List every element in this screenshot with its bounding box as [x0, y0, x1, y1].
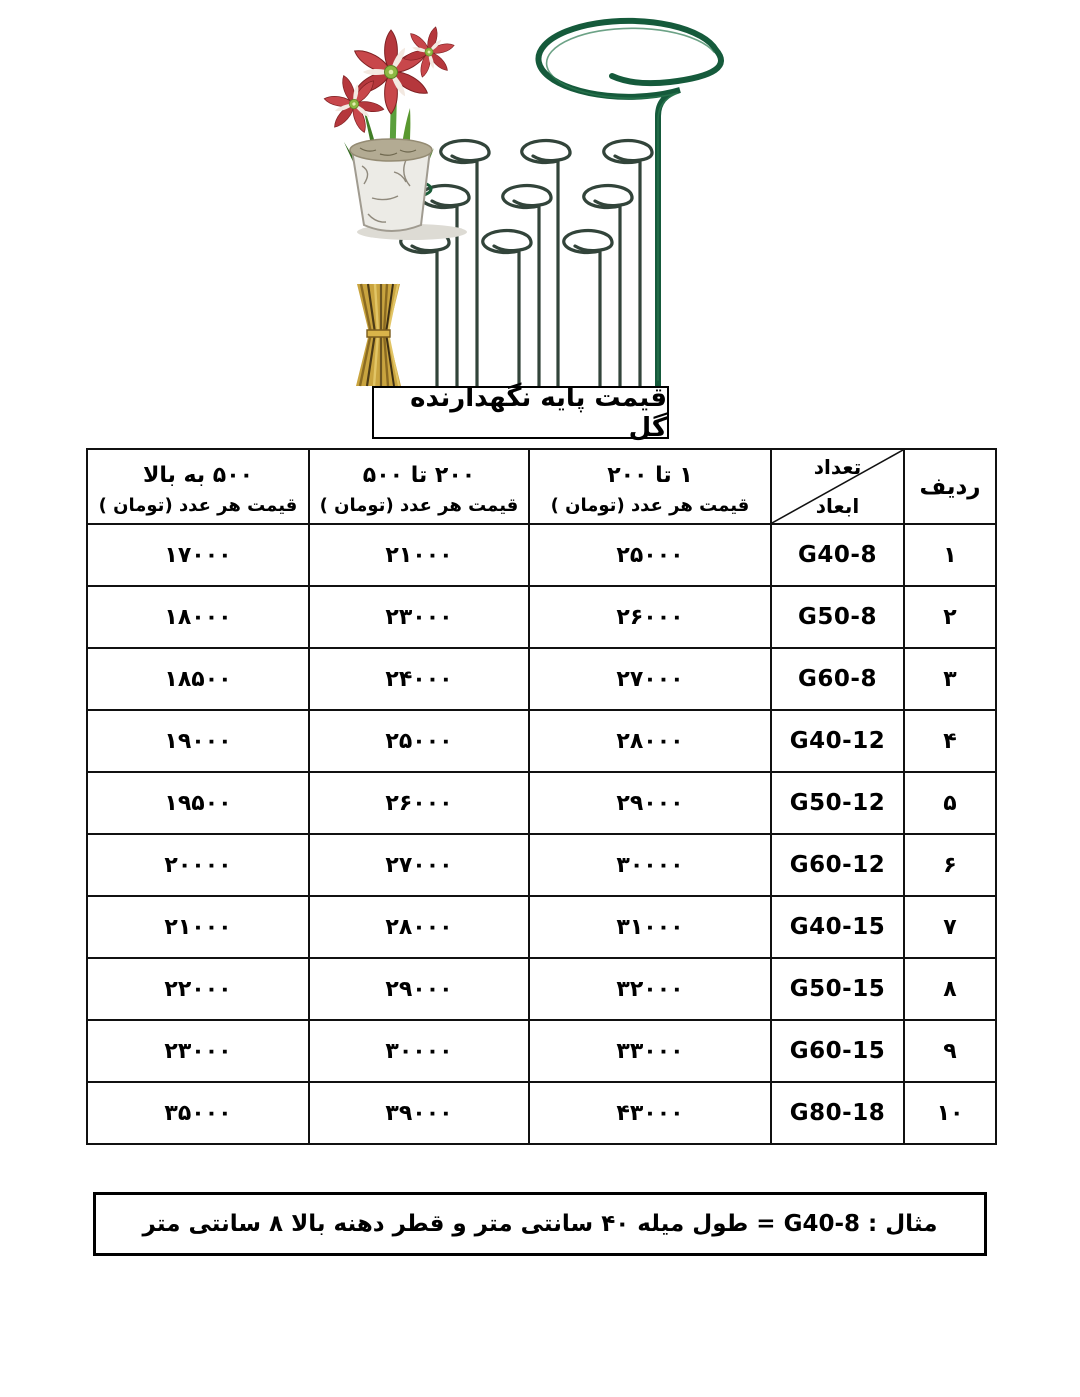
price-tier3: ۱۹۰۰۰ — [87, 710, 309, 772]
model-code: G50-15 — [771, 958, 904, 1020]
price-tier2: ۲۸۰۰۰ — [309, 896, 529, 958]
example-note-box — [93, 1192, 987, 1256]
row-number: ۳ — [904, 648, 996, 710]
row-number: ۹ — [904, 1020, 996, 1082]
product-illustration — [0, 0, 1080, 448]
price-tier1: ۲۷۰۰۰ — [529, 648, 771, 710]
tier-unit: قیمت هر عدد (تومان ) — [550, 494, 750, 516]
bamboo-bundle-icon — [356, 284, 401, 386]
table-row — [87, 1082, 996, 1144]
row-number: ۶ — [904, 834, 996, 896]
price-table — [86, 448, 997, 1145]
header-tier-200-500 — [309, 449, 529, 524]
title-box — [372, 382, 669, 443]
model-code: G40-15 — [771, 896, 904, 958]
table-row — [87, 896, 996, 958]
price-tier1: ۳۰۰۰۰ — [529, 834, 771, 896]
row-number: ۵ — [904, 772, 996, 834]
header-dimensions-label: ابعاد — [815, 494, 860, 518]
price-tier2: ۲۱۰۰۰ — [309, 524, 529, 586]
header-diagonal-cell — [771, 449, 904, 524]
tier-range: ۱ تا ۲۰۰ — [607, 462, 693, 488]
price-tier1: ۲۵۰۰۰ — [529, 524, 771, 586]
price-tier2: ۲۳۰۰۰ — [309, 586, 529, 648]
tier-unit: قیمت هر عدد (تومان ) — [319, 494, 519, 516]
price-tier1: ۴۳۰۰۰ — [529, 1082, 771, 1144]
table-row — [87, 958, 996, 1020]
price-tier1: ۲۹۰۰۰ — [529, 772, 771, 834]
tier-unit: قیمت هر عدد (تومان ) — [98, 494, 298, 516]
price-tier2: ۲۴۰۰۰ — [309, 648, 529, 710]
table-row — [87, 524, 996, 586]
price-tier3: ۱۷۰۰۰ — [87, 524, 309, 586]
table-row — [87, 1020, 996, 1082]
row-number: ۷ — [904, 896, 996, 958]
small-support-stakes-icon — [401, 141, 652, 386]
row-number: ۸ — [904, 958, 996, 1020]
model-code: G50-8 — [771, 586, 904, 648]
price-tier1: ۲۸۰۰۰ — [529, 710, 771, 772]
table-row — [87, 710, 996, 772]
model-code: G80-18 — [771, 1082, 904, 1144]
price-tier1: ۳۲۰۰۰ — [529, 958, 771, 1020]
price-tier1: ۲۶۰۰۰ — [529, 586, 771, 648]
header-quantity-label: تعداد — [813, 455, 862, 479]
model-code: G60-15 — [771, 1020, 904, 1082]
row-number: ۴ — [904, 710, 996, 772]
price-tier3: ۱۸۰۰۰ — [87, 586, 309, 648]
model-code: G40-12 — [771, 710, 904, 772]
price-tier3: ۳۵۰۰۰ — [87, 1082, 309, 1144]
row-number: ۲ — [904, 586, 996, 648]
price-tier1: ۳۱۰۰۰ — [529, 896, 771, 958]
row-number: ۱ — [904, 524, 996, 586]
price-tier3: ۲۳۰۰۰ — [87, 1020, 309, 1082]
example-note-text: مثال : G40-8 = طول میله ۴۰ سانتی متر و قطر دهنه بالا ۸ سانتی متر — [142, 1211, 938, 1237]
table-row — [87, 834, 996, 896]
price-tier2: ۲۵۰۰۰ — [309, 710, 529, 772]
price-tier3: ۲۱۰۰۰ — [87, 896, 309, 958]
price-tier3: ۱۸۵۰۰ — [87, 648, 309, 710]
price-tier3: ۲۰۰۰۰ — [87, 834, 309, 896]
price-tier3: ۲۲۰۰۰ — [87, 958, 309, 1020]
row-number: ۱۰ — [904, 1082, 996, 1144]
price-tier2: ۲۹۰۰۰ — [309, 958, 529, 1020]
price-tier2: ۲۷۰۰۰ — [309, 834, 529, 896]
table-header-row — [87, 449, 996, 524]
model-code: G40-8 — [771, 524, 904, 586]
table-row — [87, 648, 996, 710]
tier-range: ۵۰۰ به بالا — [142, 462, 254, 488]
model-code: G60-8 — [771, 648, 904, 710]
price-tier2: ۳۹۰۰۰ — [309, 1082, 529, 1144]
page-title: قیمت پایه نگهدارنده گل — [410, 382, 667, 443]
price-tier3: ۱۹۵۰۰ — [87, 772, 309, 834]
model-code: G50-12 — [771, 772, 904, 834]
price-tier2: ۲۶۰۰۰ — [309, 772, 529, 834]
model-code: G60-12 — [771, 834, 904, 896]
table-row — [87, 772, 996, 834]
price-tier1: ۳۳۰۰۰ — [529, 1020, 771, 1082]
header-tier-1-200 — [529, 449, 771, 524]
price-tier2: ۳۰۰۰۰ — [309, 1020, 529, 1082]
header-radif: ردیف — [904, 449, 996, 524]
header-tier-500-up — [87, 449, 309, 524]
tier-range: ۲۰۰ تا ۵۰۰ — [362, 462, 476, 488]
table-row — [87, 586, 996, 648]
